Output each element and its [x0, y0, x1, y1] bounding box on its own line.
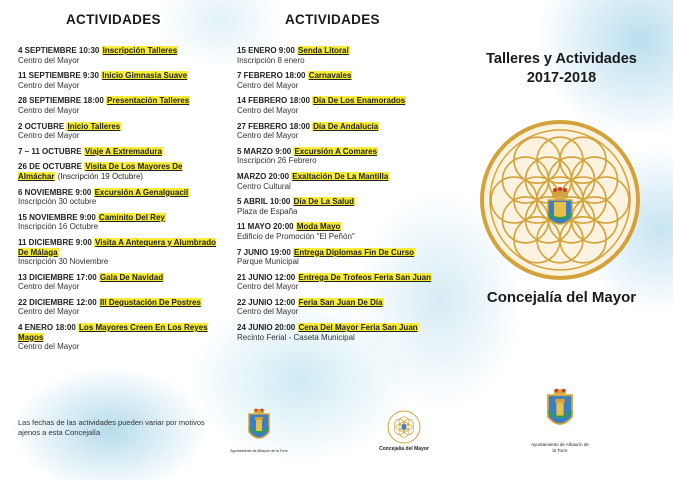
entry-subtitle: Recinto Ferial - Caseta Municipal — [237, 332, 355, 342]
entry-date: 5 ABRIL 10:00 — [237, 197, 291, 207]
entry-date: 7 – 11 OCTUBRE — [18, 146, 82, 156]
entry-subtitle: Inscripción 8 enero — [237, 55, 305, 65]
entry-subtitle: Inscripción 30 Noviembre — [18, 257, 109, 267]
activity-entry — [18, 323, 218, 352]
activities-heading-left: ACTIVIDADES — [66, 12, 161, 27]
entry-title: Excursión A Genalguacil — [94, 187, 189, 197]
activity-entry — [18, 71, 218, 90]
entry-subtitle: Edificio de Promoción "El Peñón" — [237, 231, 355, 241]
entry-title: Caminito Del Rey — [99, 212, 165, 222]
entry-title: Senda Litoral — [298, 46, 349, 55]
entry-subtitle: Centro del Mayor — [18, 80, 80, 90]
entry-date: 21 JUNIO 12:00 — [237, 272, 296, 282]
entry-date: 4 SEPTIEMBRE 10:30 — [18, 46, 100, 55]
activity-entry — [237, 122, 437, 141]
council-small-label: Concejalía del Mayor — [379, 446, 429, 452]
activity-entry — [237, 71, 437, 90]
entry-subtitle: Centro del Mayor — [237, 282, 299, 292]
entry-subtitle: Centro Cultural — [237, 181, 291, 191]
activity-entry — [18, 122, 218, 141]
activity-entry — [18, 162, 218, 181]
activity-entry — [18, 273, 218, 292]
activity-entry — [18, 46, 218, 65]
entry-subtitle: Centro del Mayor — [237, 307, 299, 317]
activity-entry — [237, 222, 437, 241]
town-crest-icon — [245, 408, 273, 448]
entry-title: Excursión A Comares — [294, 146, 378, 156]
entry-title: Entrega De Trofeos Feria San Juan — [298, 272, 431, 282]
entry-date: 22 JUNIO 12:00 — [237, 297, 296, 307]
entry-date: MARZO 20:00 — [237, 171, 290, 181]
entry-title: Gala De Navidad — [99, 272, 164, 282]
entry-subtitle: Centro del Mayor — [18, 307, 80, 317]
activity-entry — [237, 147, 437, 166]
entry-date: 7 JUNIO 19:00 — [237, 247, 291, 257]
entry-title: Exaltación De La Mantilla — [292, 171, 389, 181]
cover-panel — [450, 0, 673, 480]
left-panel — [0, 0, 225, 480]
entry-date: 11 SEPTIEMBRE 9:30 — [18, 71, 99, 81]
entry-title: Día De La Salud — [293, 197, 355, 207]
entry-subtitle: Centro del Mayor — [18, 131, 80, 141]
activity-entry — [237, 323, 437, 342]
town-crest-large-icon — [543, 388, 577, 436]
activity-entry — [237, 197, 437, 216]
activity-entry — [18, 147, 218, 157]
entry-date: 11 DICIEMBRE 9:00 — [18, 237, 92, 247]
entry-subtitle: Centro del Mayor — [18, 342, 80, 352]
activity-entry — [18, 298, 218, 317]
entry-date: 11 MAYO 20:00 — [237, 222, 294, 232]
activity-entry — [237, 248, 437, 267]
activity-entry — [237, 96, 437, 115]
activities-heading-middle: ACTIVIDADES — [285, 12, 380, 27]
cover-subtitle: Concejalía del Mayor — [486, 289, 637, 306]
entry-title: Inicio Talleres — [67, 121, 121, 131]
entry-subtitle: Inscripción 26 Febrero — [237, 156, 317, 166]
entry-title: Día De Andalucía — [313, 121, 379, 131]
entry-subtitle: Centro del Mayor — [18, 282, 80, 292]
entry-title: Día De Los Enamorados — [313, 96, 406, 106]
entry-title: Visita A Antequera y Alumbrado De Málaga — [18, 237, 216, 257]
entry-date: 15 NOVIEMBRE 9:00 — [18, 212, 96, 222]
entry-date: 4 ENERO 18:00 — [18, 323, 76, 333]
town-crest-large-label: Ayuntamiento de Alhaurín de la Torre — [531, 442, 589, 453]
cover-title — [450, 50, 673, 88]
entry-subtitle: Centro del Mayor — [237, 131, 299, 141]
entry-subtitle: Centro del Mayor — [237, 80, 299, 90]
activity-entry — [237, 46, 437, 65]
activity-entry — [18, 188, 218, 207]
entry-date: 22 DICIEMBRE 12:00 — [18, 297, 97, 307]
entry-subtitle: (Inscripción 19 Octubre) — [57, 171, 144, 181]
activity-entry — [18, 213, 218, 232]
entry-date: 13 DICIEMBRE 17:00 — [18, 272, 97, 282]
entry-title: Inicio Gimnasia Suave — [102, 71, 188, 81]
entry-date: 27 FEBRERO 18:00 — [237, 121, 310, 131]
entry-title: Visita De Los Mayores De Almáchar — [18, 162, 183, 181]
entry-subtitle: Centro del Mayor — [18, 55, 80, 65]
entry-subtitle: Plaza de España — [237, 206, 298, 216]
entry-date: 24 JUNIO 20:00 — [237, 323, 296, 333]
flower-of-life-small-icon — [387, 410, 421, 444]
entry-title: Cena Del Mayor Feria San Juan — [298, 323, 418, 333]
activity-entry — [18, 238, 218, 267]
entry-title: Viaje A Extremadura — [84, 146, 162, 156]
entry-title: Presentación Talleres — [107, 96, 190, 106]
middle-panel — [225, 0, 450, 480]
entry-date: 14 FEBRERO 18:00 — [237, 96, 310, 106]
entry-title: Entrega Diplomas Fin De Curso — [294, 247, 415, 257]
activity-entry — [18, 96, 218, 115]
entry-date: 15 ENERO 9:00 — [237, 46, 295, 55]
entry-title: Inscripción Talleres — [102, 46, 178, 55]
entry-title: Carnavales — [308, 71, 352, 81]
entry-subtitle: Centro del Mayor — [18, 105, 80, 115]
entry-date: 2 OCTUBRE — [18, 121, 65, 131]
entry-subtitle: Centro del Mayor — [237, 105, 299, 115]
town-crest-label: Ayuntamiento de Alhaurín de la Torre — [230, 449, 288, 453]
entry-title: Moda Mayo — [296, 222, 341, 232]
entry-title: Los Mayores Creen En Los Reyes Magos — [18, 323, 208, 342]
entry-subtitle: Inscripción 16 Octubre — [18, 222, 99, 232]
activity-entry — [237, 298, 437, 317]
entry-date: 5 MARZO 9:00 — [237, 146, 292, 156]
entry-date: 26 DE OCTUBRE — [18, 162, 83, 172]
activity-list-left — [18, 46, 218, 352]
entry-date: 28 SEPTIEMBRE 18:00 — [18, 96, 104, 106]
cover-title-line1: Talleres y Actividades — [486, 51, 637, 67]
cover-title-line2: 2017-2018 — [526, 70, 597, 86]
activity-entry — [237, 172, 437, 191]
entry-subtitle: Inscripción 30 octubre — [18, 197, 97, 207]
entry-date: 7 FEBRERO 18:00 — [237, 71, 306, 81]
activity-entry — [237, 273, 437, 292]
activity-list-middle — [237, 46, 437, 342]
flower-of-life-logo — [478, 118, 642, 282]
entry-title: Feria San Juan De Día — [298, 297, 383, 307]
entry-title: III Degustación De Postres — [99, 297, 201, 307]
entry-subtitle: Parque Municipal — [237, 257, 299, 267]
dates-disclaimer: Las fechas de las actividades pueden variar por motivos ajenos a esta Concejalía — [18, 418, 205, 437]
entry-date: 6 NOVIEMBRE 9:00 — [18, 187, 92, 197]
